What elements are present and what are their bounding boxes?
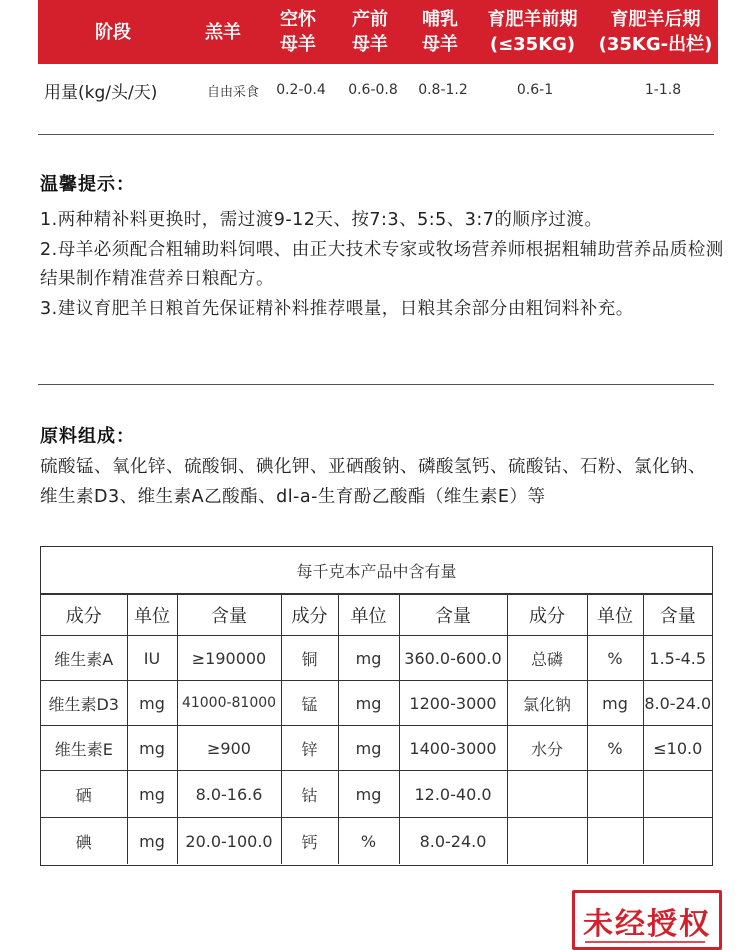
stamp-text: 未经授权 [583,907,711,942]
cell: 41000-81000 [177,681,281,726]
cell: mg [127,681,177,726]
cell: mg [338,681,399,726]
tip-line-1: 1.两种精补料更换时，需过渡9-12天、按7:3、5:5、3:7的顺序过渡。 [40,210,603,230]
header-text: 育肥羊前期 [487,9,578,30]
header-stage [38,0,188,64]
cell: 8.0-24.0 [643,681,712,726]
cell: 锌 [281,726,338,771]
col-header: 成分 [281,595,338,636]
cell: 钴 [281,771,338,818]
cell: 水分 [507,726,587,771]
cell: mg [587,681,643,726]
header-fattening-late [593,0,718,64]
cell: 氯化钠 [507,681,587,726]
divider [38,134,714,135]
ingredients-text: 硫酸锰、氧化锌、硫酸铜、碘化钾、亚硒酸钠、磷酸氢钙、硫酸钴、石粉、氯化钠、维生素D3、维生素A乙酸酯、dl-a-生育酚乙酸酯（维生素E）等 [40,457,706,507]
cell: mg [127,726,177,771]
divider [38,384,714,385]
dosage-lactating-ewe: 0.8-1.2 [418,82,468,98]
col-header: 单位 [587,595,643,636]
dosage-row-label: 用量(kg/头/天) [44,82,158,103]
cell: % [587,726,643,771]
cell: 1.5-4.5 [643,636,712,681]
cell: mg [338,726,399,771]
cell: 碘 [41,818,127,865]
cell: 硒 [41,771,127,818]
header-prenatal-ewe [335,0,405,64]
col-header: 含量 [177,595,281,636]
header-text: 育肥羊后期 [610,9,701,30]
header-lactating-ewe [405,0,475,64]
col-header: 成分 [507,595,587,636]
tip-line-2: 2.母羊必须配合粗辅助料饲喂、由正大技术专家或牧场营养师根据粗辅助营养品质检测结果制作精准营养日粮配方。 [40,239,724,289]
cell: ≥900 [177,726,281,771]
cell [643,771,712,818]
header-text: (35KG-出栏) [598,34,713,55]
ingredients-title: 原料组成： [40,426,135,447]
cell: 8.0-16.6 [177,771,281,818]
table-row [41,636,712,681]
cell [587,818,643,865]
unauthorized-stamp [572,890,722,950]
table-row [41,818,712,865]
cell [587,771,643,818]
dosage-lamb: 自由采食 [206,84,259,100]
tips-text [40,206,725,324]
composition-caption: 每千克本产品中含有量 [41,547,712,594]
header-text: 羔羊 [205,21,241,43]
col-header: 含量 [643,595,712,636]
cell: 8.0-24.0 [399,818,507,865]
header-text: 空怀 [280,9,316,30]
cell: 锰 [281,681,338,726]
dosage-prenatal-ewe: 0.6-0.8 [348,82,398,98]
dosage-fattening-late: 1-1.8 [644,82,682,98]
tips-title: 温馨提示： [40,174,135,195]
cell: 维生素D3 [41,681,127,726]
cell: 20.0-100.0 [177,818,281,865]
cell: mg [127,771,177,818]
cell: 12.0-40.0 [399,771,507,818]
cell: mg [338,636,399,681]
header-text: 母羊 [352,34,388,55]
cell: 钙 [281,818,338,865]
cell: 1400-3000 [399,726,507,771]
dosage-table-header [38,0,718,64]
header-text: 哺乳 [422,9,458,30]
cell: 总磷 [507,636,587,681]
dosage-fattening-early: 0.6-1 [516,82,554,98]
dosage-open-ewe: 0.2-0.4 [276,82,326,98]
cell: 维生素A [41,636,127,681]
cell: 360.0-600.0 [399,636,507,681]
col-header: 含量 [399,595,507,636]
cell: IU [127,636,177,681]
table-row [41,681,712,726]
dosage-row [38,70,718,110]
header-text: 产前 [352,9,388,30]
cell: 1200-3000 [399,681,507,726]
cell [507,771,587,818]
header-fattening-early [475,0,590,64]
composition-header-row [41,595,712,636]
cell [507,818,587,865]
composition-table [40,546,713,866]
cell: ≥190000 [177,636,281,681]
table-row [41,771,712,818]
header-open-ewe [263,0,333,64]
col-header: 单位 [127,595,177,636]
table-row [41,726,712,771]
header-text: 母羊 [280,34,316,55]
cell: % [338,818,399,865]
header-lamb [188,0,258,64]
cell: mg [127,818,177,865]
col-header: 成分 [41,595,127,636]
header-text: 阶段 [95,21,131,43]
cell [643,818,712,865]
cell: % [587,636,643,681]
header-text: (≤35KG) [489,34,576,55]
cell: 维生素E [41,726,127,771]
composition-grid [41,594,712,864]
cell: mg [338,771,399,818]
col-header: 单位 [338,595,399,636]
header-text: 母羊 [422,34,458,55]
tip-line-3: 3.建议育肥羊日粮首先保证精补料推荐喂量，日粮其余部分由粗饲料补充。 [40,298,634,319]
cell: 铜 [281,636,338,681]
stamp-underline [585,941,705,949]
cell: ≤10.0 [643,726,712,771]
